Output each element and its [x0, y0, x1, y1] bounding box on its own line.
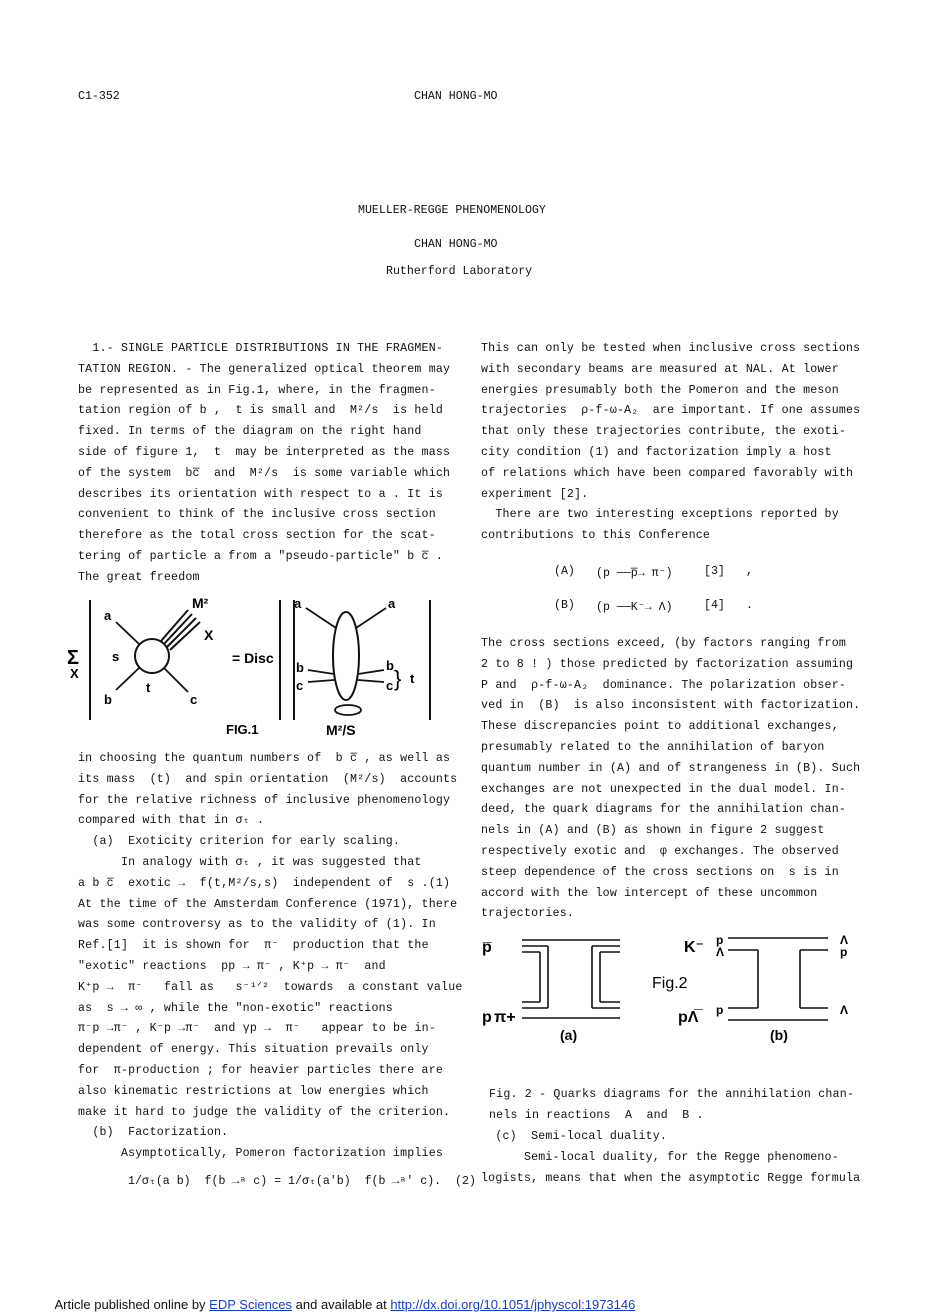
footer-prefix: Article published online by	[54, 1297, 210, 1312]
body-text-line: energies presumably both the Pomeron and the meson	[481, 383, 839, 397]
body-text-line: At the time of the Amsterdam Conference (1971), there	[78, 897, 458, 911]
body-text-line: trajectories.	[481, 907, 575, 921]
running-head: CHAN HONG-MO	[414, 90, 498, 103]
fig1-brace: }	[394, 666, 402, 691]
fig2-caption-text	[489, 1085, 869, 1127]
fig1-sum-symbol: Σ	[67, 647, 80, 669]
body-text-line: 1.- SINGLE PARTICLE DISTRIBUTIONS IN THE FRAGMEN-	[78, 342, 444, 355]
fig1-right-m2s: M²/S	[326, 722, 356, 738]
reaction-b-label: (B)	[554, 599, 575, 612]
body-text-line: The great freedom	[78, 570, 200, 584]
body-text-line: as s → ∞ , while the "non-exotic" reactions	[78, 1001, 393, 1015]
body-text-line: These discrepancies point to additional exchanges,	[481, 720, 839, 734]
figure-2	[478, 930, 858, 1050]
body-text-line: (a) Exoticity criterion for early scaling.	[78, 835, 401, 849]
fig2b-caption: (b)	[770, 1027, 788, 1043]
fig2b-label-p-bottom: p	[716, 1003, 724, 1017]
body-text-line: convenient to think of the inclusive cross section	[78, 508, 436, 522]
right-column-text-c	[481, 1127, 861, 1189]
body-text-line: be represented as in Fig.1, where, in the fragmen-	[78, 383, 436, 397]
footer-doi-link[interactable]: http://dx.doi.org/10.1051/jphyscol:1973146	[390, 1297, 636, 1312]
reaction-b-text: (p ──K⁻→ Λ)	[596, 601, 673, 614]
reaction-a-text: (p ──p̅→ π⁻)	[596, 567, 673, 580]
fig1-label-t: t	[146, 680, 151, 695]
fig2b-label-kminus: K⁻	[684, 939, 704, 956]
body-text-line: tation region of b , t is small and M²/s is held	[78, 404, 444, 418]
footer-middle: and available at	[292, 1297, 391, 1312]
body-text-line: Asymptotically, Pomeron factorization implies	[78, 1147, 444, 1161]
body-text-line: of the system bc̅ and M²/s is some variable which	[78, 466, 451, 480]
body-text-line: that only these trajectories contribute, the exoti-	[481, 425, 847, 439]
body-text-line: There are two interesting exceptions reported by	[481, 508, 839, 522]
fig2b-label-p-out: p	[840, 945, 848, 959]
body-text-line: make it hard to judge the validity of the criterion.	[78, 1105, 451, 1119]
fig1-label-s: s	[112, 649, 120, 664]
equation-2: 1/σₜ(a b) f(b →ᵃ c) = 1/σₜ(a'b) f(b →ᵃ' c). (2)	[128, 1175, 476, 1188]
fig2b-label-lambda-out: Λ	[840, 933, 849, 947]
fig1-label-a: a	[104, 608, 112, 623]
body-text-line: city condition (1) and factorization imply a host	[481, 445, 832, 459]
body-text-line: In analogy with σₜ , it was suggested that	[78, 855, 422, 869]
fig2b-label-p-in: p	[716, 933, 724, 947]
body-text-line: respectively exotic and φ exchanges. The observed	[481, 844, 839, 858]
fig1-right-c-in: c	[296, 678, 304, 693]
body-text-line: ved in (B) is also inconsistent with factorization.	[481, 699, 861, 713]
fig1-label-c: c	[190, 692, 198, 707]
body-text-line: P and ρ-f-ω-A₂ dominance. The polarization obser-	[481, 678, 847, 692]
fig2b-label-lambda-bottom: Λ	[840, 1003, 849, 1017]
footer-publisher-link[interactable]: EDP Sciences	[209, 1297, 293, 1312]
fig1-label-x: X	[204, 627, 214, 643]
body-text-line: (c) Semi-local duality.	[481, 1130, 668, 1143]
body-text-line: accord with the low intercept of these uncommon	[481, 886, 818, 900]
page-id: C1-352	[78, 90, 120, 103]
fig1-caption: FIG.1	[226, 722, 259, 737]
fig1-right-b-in: b	[296, 660, 304, 675]
right-column-text-b	[481, 634, 861, 925]
paper-author: CHAN HONG-MO	[414, 238, 498, 251]
right-column-text-a	[481, 339, 861, 547]
paper-title: MUELLER-REGGE PHENOMENOLOGY	[358, 204, 546, 217]
body-text-line: dependent of energy. This situation prevails only	[78, 1043, 429, 1057]
body-text-line: in choosing the quantum numbers of b c̅ , as well as	[78, 752, 451, 765]
reaction-a-punct: ,	[746, 565, 753, 578]
body-text-line: its mass (t) and spin orientation (M²/s) accounts	[78, 772, 458, 786]
body-text-line: Semi-local duality, for the Regge phenomeno-	[481, 1150, 839, 1164]
fig1-right-a-out: a	[388, 596, 396, 611]
fig1-label-m2: M²	[192, 595, 209, 611]
fig1-label-b: b	[104, 692, 112, 707]
body-text-line: trajectories ρ-f-ω-A₂ are important. If one assumes	[481, 404, 861, 418]
reaction-b-ref: [4]	[704, 599, 725, 612]
body-text-line: describes its orientation with respect to a . It is	[78, 487, 444, 501]
fig1-right-b-out: b	[386, 658, 394, 673]
fig1-sum-sub: X	[70, 666, 79, 681]
body-text-line: nels in (A) and (B) as shown in figure 2 suggest	[481, 824, 825, 838]
body-text-line: K⁺p → π⁻ fall as s⁻¹ᐟ² towards a constant value	[78, 980, 463, 994]
body-text-line: logists, means that when the asymptotic Regge formula	[481, 1171, 861, 1185]
fig2b-label-plambda: pΛ̅	[678, 1009, 699, 1026]
body-text-line: therefore as the total cross section for the scat-	[78, 529, 436, 543]
body-text-line: side of figure 1, t may be interpreted as the mass	[78, 445, 451, 459]
body-text-line: fixed. In terms of the diagram on the right hand	[78, 425, 422, 439]
body-text-line: was some controversy as to the validity of (1). In	[78, 918, 436, 932]
body-text-line: compared with that in σₜ .	[78, 814, 265, 828]
figure-1	[64, 594, 444, 744]
body-text-line: deed, the quark diagrams for the annihilation chan-	[481, 803, 847, 817]
body-text-line: exchanges are not unexpected in the dual model. In-	[481, 782, 847, 796]
body-text-line: presumably related to the annihilation of baryon	[481, 740, 825, 754]
body-text-line: for π-production ; for heavier particles there are	[78, 1063, 444, 1077]
fig2a-label-p: p	[482, 1009, 492, 1026]
body-text-line: for the relative richness of inclusive phenomenology	[78, 793, 451, 807]
left-column-text-b	[78, 749, 468, 1165]
body-text-line: quantum number in (A) and of strangeness in (B). Such	[481, 761, 861, 775]
body-text-line: "exotic" reactions pp → π⁻ , K⁺p → π⁻ and	[78, 959, 386, 973]
fig1-right-c-out: c	[386, 678, 394, 693]
body-text-line: steep dependence of the cross sections on s is in	[481, 865, 839, 879]
body-text-line: experiment [2].	[481, 487, 589, 501]
body-text-line: 2 to 8 ! ) those predicted by factorization assuming	[481, 657, 854, 671]
body-text-line: This can only be tested when inclusive cross sections	[481, 342, 861, 355]
caption-line: Fig. 2 - Quarks diagrams for the annihilation chan-	[489, 1088, 855, 1101]
paper-affiliation: Rutherford Laboratory	[386, 265, 533, 278]
fig1-right-t: t	[410, 671, 415, 686]
body-text-line: a b c̅ exotic → f(t,M²/s,s) independent of s .(1)	[78, 876, 451, 890]
left-column-text-a	[78, 339, 468, 589]
reaction-a-label: (A)	[554, 565, 575, 578]
fig2a-caption: (a)	[560, 1027, 578, 1043]
body-text-line: π⁻p →π⁻ , K⁻p →π⁻ and γp → π⁻ appear to be in-	[78, 1022, 436, 1036]
fig2b-label-lambda-in: Λ	[716, 945, 725, 959]
fig2-label: Fig.2	[652, 975, 688, 992]
footer-attribution	[48, 1282, 635, 1312]
body-text-line: TATION REGION. - The generalized optical theorem may	[78, 362, 451, 376]
fig2a-label-pbar: p̅	[482, 939, 492, 956]
reaction-b-punct: .	[746, 599, 753, 612]
body-text-line: also kinematic restrictions at low energies which	[78, 1084, 429, 1098]
body-text-line: of relations which have been compared favorably with	[481, 466, 854, 480]
fig2a-label-pi: π+	[494, 1009, 516, 1026]
body-text-line: (b) Factorization.	[78, 1126, 229, 1140]
body-text-line: with secondary beams are measured at NAL. At lower	[481, 362, 839, 376]
fig1-equals-disc: = Disc	[232, 650, 274, 666]
fig1-right-a-in: a	[294, 596, 302, 611]
body-text-line: Ref.[1] it is shown for π⁻ production that the	[78, 939, 429, 953]
body-text-line: tering of particle a from a "pseudo-particle" b c̅ .	[78, 549, 444, 563]
body-text-line: The cross sections exceed, (by factors ranging from	[481, 637, 847, 650]
reaction-a-ref: [3]	[704, 565, 725, 578]
body-text-line: contributions to this Conference	[481, 529, 711, 543]
caption-line: nels in reactions A and B .	[489, 1108, 704, 1122]
